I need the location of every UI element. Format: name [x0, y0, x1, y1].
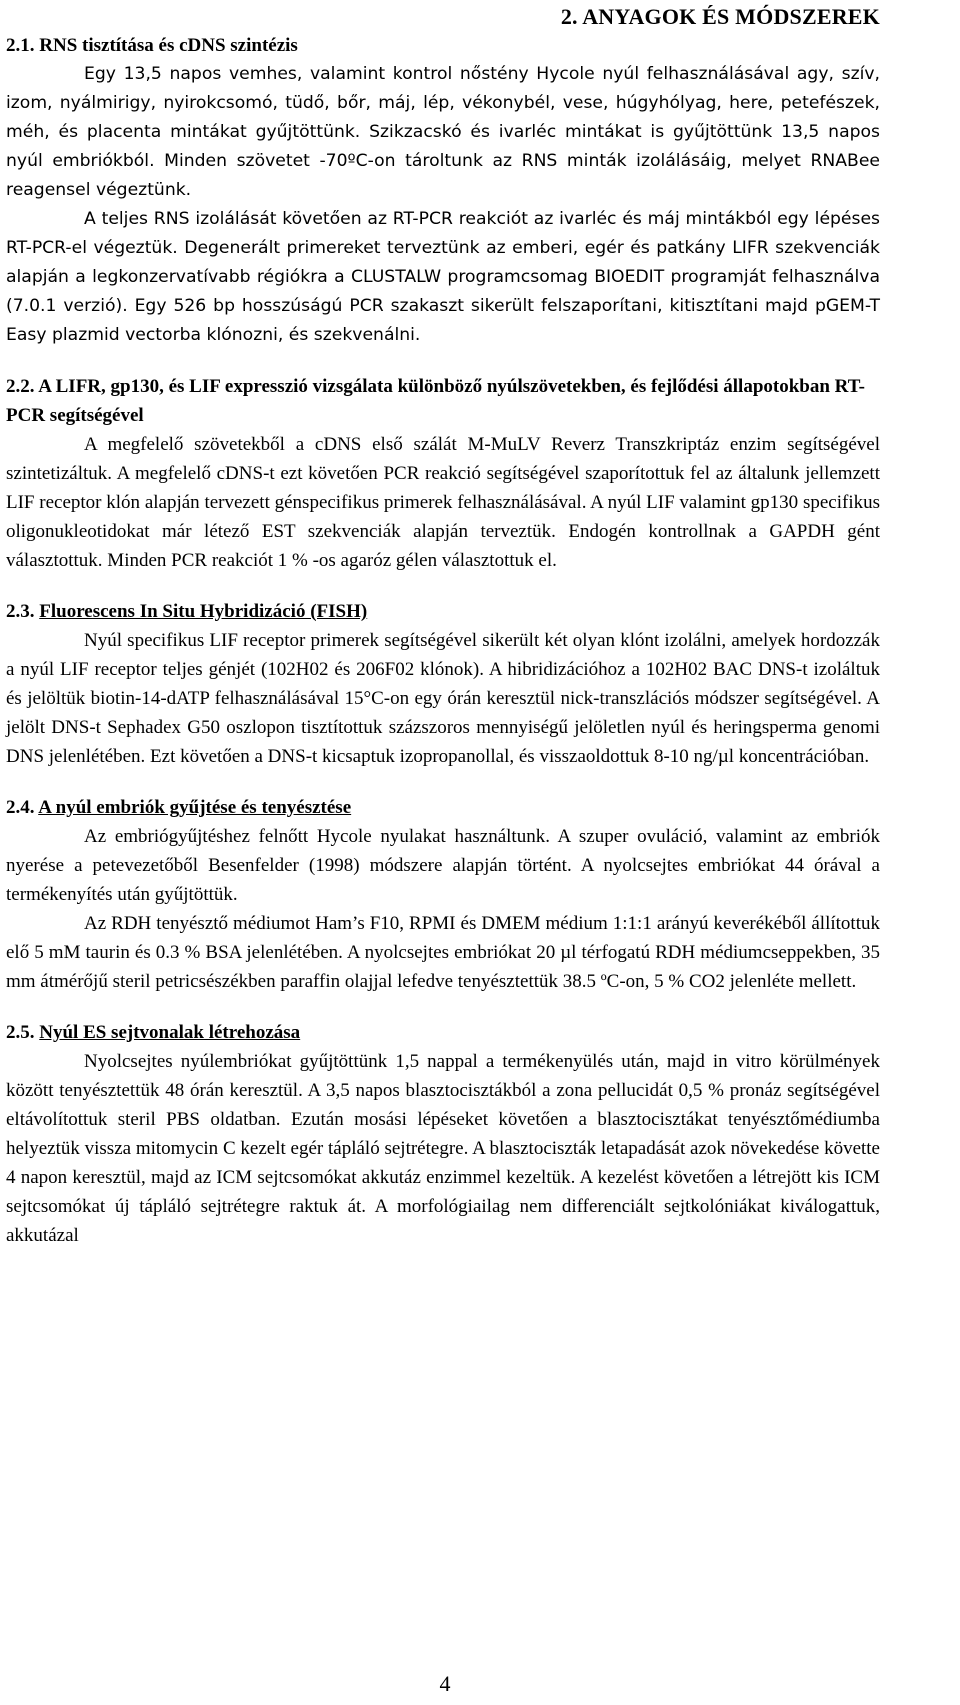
chapter-title: 2. ANYAGOK ÉS MÓDSZEREK	[560, 4, 880, 29]
paragraph: Egy 13,5 napos vemhes, valamint kontrol nőstény Hycole nyúl felhasználásával agy, szív, izom, nyálmirigy, nyirokcsomó, tüdő, bőr, máj, lép, vékonybél, vese, húgyhólyag, here, petefészek, méh, és placenta mintákat gyűjtöttünk. Szikzacskó és ivarléc mintákat is gyűjtöttünk 13,5 napos nyúl embriókból. Minden szövetet -70ºC-on tároltunk az RNS minták izolálásáig, melyet RNABee reagensel végeztünk.	[6, 64, 880, 200]
paragraph: Az embriógyűjtéshez felnőtt Hycole nyulakat használtunk. A szuper ovuláció, valamint az embriók nyerése a petevezetőből Besenfelder (1998) módszere alapján történt. A nyolcsejtes embriókat 44 órával a termékenyítés után gyűjtöttük.	[6, 826, 880, 905]
section-number: 2.5.	[6, 1022, 35, 1043]
section-heading-2-3	[6, 597, 880, 626]
paragraph: Az RDH tenyésztő médiumot Ham’s F10, RPMI és DMEM médium 1:1:1 arányú keverékéből állítottuk elő 5 mM taurin és 0.3 % BSA jelenlétében. A nyolcsejtes embriókat 20 µl térfogatú RDH médiumcseppekben, 35 mm átmérőjű steril petricsészékben paraffin olajjal lefedve tenyésztettük 38.5 ºC-on, 5 % CO2 jelenléte mellett.	[6, 913, 880, 992]
section-number: 2.4.	[6, 797, 35, 818]
section-heading-2-4	[6, 793, 880, 822]
section-heading-2-5	[6, 1018, 880, 1047]
section-number: 2.3.	[6, 601, 35, 622]
page-number: 4	[439, 1671, 451, 1696]
paragraph: Nyolcsejtes nyúlembriókat gyűjtöttünk 1,5 nappal a termékenyülés után, majd in vitro körülmények között tenyésztettük 48 órán keresztül. A 3,5 napos blasztocisztákból a zona pellucidát 0,5 % pronáz segítségével eltávolítottuk steril PBS oldatban. Ezután mosási lépéseket követően a blasztocisztákat tenyésztőmédiumba helyeztük vissza mitomycin C kezelt egér tápláló sejtrétegre. A blasztociszták letapadását azok növekedése követte 4 napon keresztül, majd az ICM sejtcsomókat akkutáz enzimmel kezeltük. A kezelést követően a létrejött kis ICM sejtcsomókat új tápláló sejtrétegre raktuk át. A morfológiailag nem differenciált sejtkolóniákat kiválogattuk, akkutázal	[6, 1051, 880, 1246]
document-page	[6, 0, 880, 1250]
section-title: A nyúl embriók gyűjtése és tenyésztése	[38, 797, 352, 818]
section-title: A LIFR, gp130, és LIF expresszió vizsgálata különböző nyúlszövetekben, és fejlődési állapotokban RT-PCR segítségével	[6, 376, 865, 426]
section-title: RNS tisztítása és cDNS szintézis	[39, 35, 298, 56]
section-title: Nyúl ES sejtvonalak létrehozása	[39, 1022, 301, 1043]
paragraph: Nyúl specifikus LIF receptor primerek segítségével sikerült két olyan klónt izolálni, amelyek hordozzák a nyúl LIF receptor teljes génjét (102H02 és 206F02 klónok). A hibridizációhoz a 102H02 BAC DNS-t izoláltuk és jelöltük biotin-14-dATP felhasználásával 15°C-on egy órán keresztül nick-transzlációs módszer segítségével. A jelölt DNS-t Sephadex G50 oszlopon tisztítottuk százszoros mennyiségű jelöletlen nyúl és heringsperma genomi DNS jelenlétében. Ezt követően a DNS-t kicsaptuk izopropanollal, és visszaoldottuk 8-10 ng/µl koncentrációban.	[6, 630, 880, 767]
paragraph: A megfelelő szövetekből a cDNS első szálát M-MuLV Reverz Transzkriptáz enzim segítségével szintetizáltuk. A megfelelő cDNS-t ezt követően PCR reakció segítségével szaporítottuk fel az általunk jellemzett LIF receptor klón alapján tervezett génspecifikus primerek felhasználásával. A nyúl LIF valamint gp130 specifikus oligonukleotidokat már létező EST szekvenciák alapján terveztük. Endogén kontrollnak a GAPDH gént választottuk. Minden PCR reakciót 1 % -os agaróz gélen választottuk el.	[6, 434, 880, 571]
section-heading-2-2	[6, 372, 880, 430]
section-title: Fluorescens In Situ Hybridizáció (FISH)	[39, 601, 368, 622]
paragraph: A teljes RNS izolálását követően az RT-PCR reakciót az ivarléc és máj mintákból egy lépéses RT-PCR-el végeztük. Degenerált primereket terveztünk az emberi, egér és patkány LIFR szekvenciák alapján a legkonzervatívabb régiókra a CLUSTALW programcsomag BIOEDIT programját felhasználva (7.0.1 verzió). Egy 526 bp hosszúságú PCR szakaszt sikerült felszaporítani, kitisztítani majd pGEM-T Easy plazmid vectorba klónozni, és szekvenálni.	[6, 209, 880, 345]
section-number: 2.2.	[6, 376, 35, 397]
section-heading-2-1	[6, 31, 880, 60]
section-number: 2.1.	[6, 35, 35, 56]
